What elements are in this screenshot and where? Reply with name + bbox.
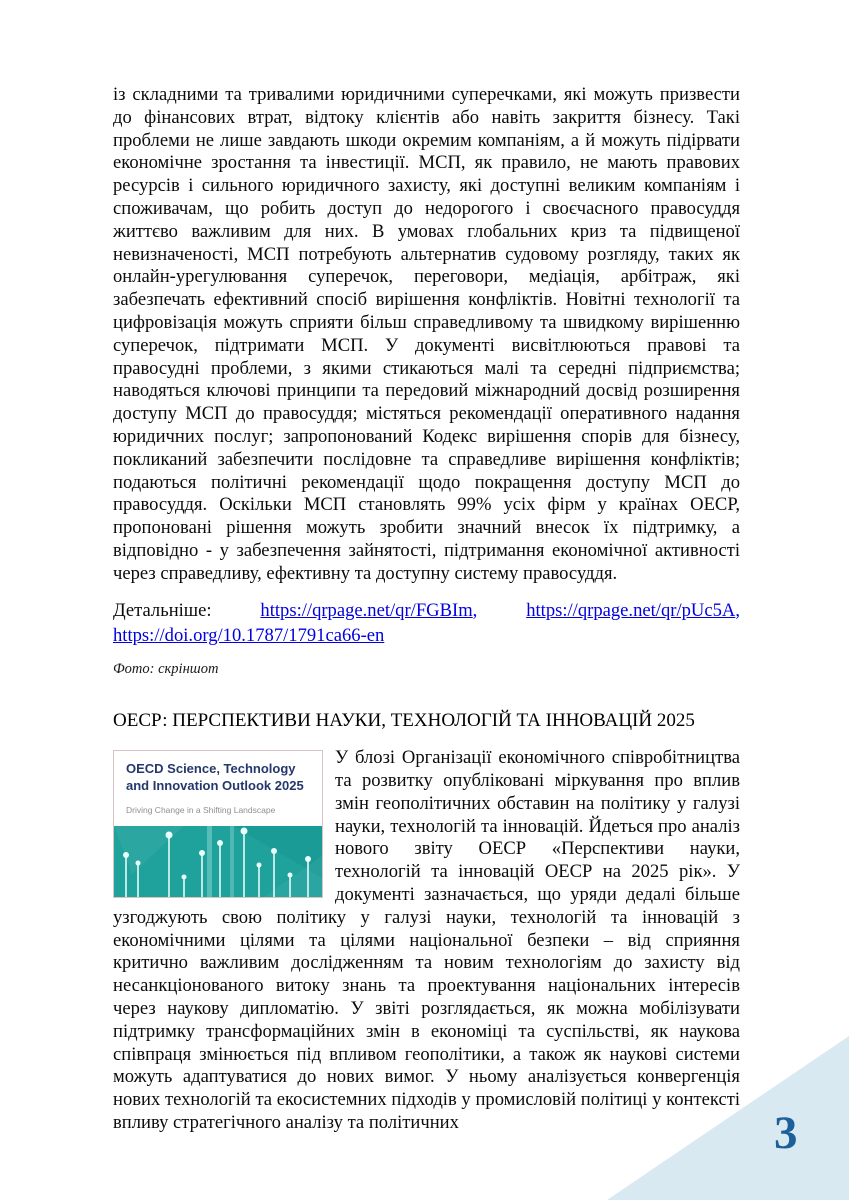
qr-link-1[interactable]: https://qrpage.net/qr/FGBIm bbox=[260, 599, 473, 621]
page-content bbox=[113, 84, 740, 1135]
section-heading-oecd-outlook: ОЕСР: ПЕРСПЕКТИВИ НАУКИ, ТЕХНОЛОГІЙ ТА ІННОВАЦІЙ 2025 bbox=[113, 709, 695, 731]
photo-caption: Фото: скріншот bbox=[113, 660, 219, 677]
doi-link-line bbox=[113, 624, 740, 647]
cover-pins-graphic bbox=[114, 826, 322, 897]
link-separator: , bbox=[735, 599, 740, 621]
oecd-report-cover-image bbox=[113, 750, 323, 898]
cover-title-line2: and Innovation Outlook 2025 bbox=[126, 777, 304, 793]
qr-link-2[interactable]: https://qrpage.net/qr/pUc5A bbox=[526, 599, 736, 621]
details-label: Детальніше: bbox=[113, 599, 212, 621]
cover-title-line1: OECD Science, Technology bbox=[126, 761, 296, 777]
corner-accent-triangle bbox=[607, 1036, 849, 1200]
link-group-1 bbox=[260, 599, 477, 622]
paragraph-smes-justice: із складними та тривалими юридичними суперечками, які можуть призвести до фінансових втрат, відтоку клієнтів або навіть закриття бізнесу. Такі проблеми не лише завдають шкоди окремим компаніям, а й можуть підірвати економічне зростання та інвестиції. МСП, як правило, не мають правових ресурсів і сильного юридичного захисту, які доступні великим компаніям і споживачам, що робить доступ до недорогого і своєчасного правосуддя життєво важливим для них. В умовах глобальних криз та підвищеної невизначеності, МСП потребують альтернатив судовому розгляду, таких як онлайн-урегулювання суперечок, переговори, медіація, арбітраж, які забезпечать ефективний спосіб вирішення конфліктів. Новітні технології та цифровізація можуть сприяти більш справедливому та швидкому вирішенню суперечок, підтримати МСП. У документі висвітлюються правові та правосудні проблеми, з якими стикаються малі та середні підприємства; наводяться ключові принципи та передовий міжнародний досвід розширення доступу МСП до правосуддя; містяться рекомендації оперативного надання юридичних послуг; запропонований Кодекс вирішення спорів для бізнесу, покликаний забезпечити послідовне та справедливе вирішення конфліктів; подаються політичні рекомендації щодо покращення доступу МСП до правосуддя. Оскільки МСП становлять 99% усіх фірм у країнах ОЕСР, пропоновані рішення можуть зробити значний внесок їх підтримку, а відповідно - у забезпечення зайнятості, підтримання економічної активності через справедливу, ефективну та доступну систему правосуддя. bbox=[113, 84, 740, 584]
cover-text-area bbox=[114, 751, 322, 821]
paragraph-sti-text: У блозі Організації економічного співробітництва та розвитку опубліковані міркування про вплив змін геополітичних обставин на політику у галузі науки, технологій та інновацій. Йдеться про аналіз нового звіту ОЕСР «Перспективи науки, технологій та інновацій ОЕСР на 2025 рік». У документі зазначається, що уряди дедалі більше узгоджують свою політику у галузі науки, технологій та інновацій з економічними цілями та цілями національної безпеки – від сприяння критично важливим дослідженням та новим технологіям до захисту від несанкціонованого витоку знань та проектування національних інтересів через наукову дипломатію. У звіті розглядається, як можна мобілізувати підтримку трансформаційних змін в економіці та суспільстві, як наукова співпраця змінюється під впливом геополітики, а також як наукові системи можуть адаптуватися до нових вимог. У ньому аналізується конвергенція нових технологій та екосистемних підходів у промисловій політиці у контексті впливу стратегічного аналізу та політичних bbox=[113, 747, 740, 1134]
cover-title bbox=[126, 761, 314, 794]
details-links-block bbox=[113, 599, 740, 647]
cover-subtitle: Driving Change in a Shifting Landscape bbox=[126, 804, 276, 815]
link-separator: , bbox=[472, 599, 478, 621]
cover-teal-graphic bbox=[114, 826, 322, 897]
triangle-shape bbox=[607, 1036, 849, 1200]
link-group-2 bbox=[526, 599, 740, 622]
doi-link[interactable]: https://doi.org/10.1787/1791ca66-en bbox=[113, 624, 385, 646]
page-number: 3 bbox=[774, 1107, 798, 1159]
details-links-line bbox=[113, 599, 740, 622]
